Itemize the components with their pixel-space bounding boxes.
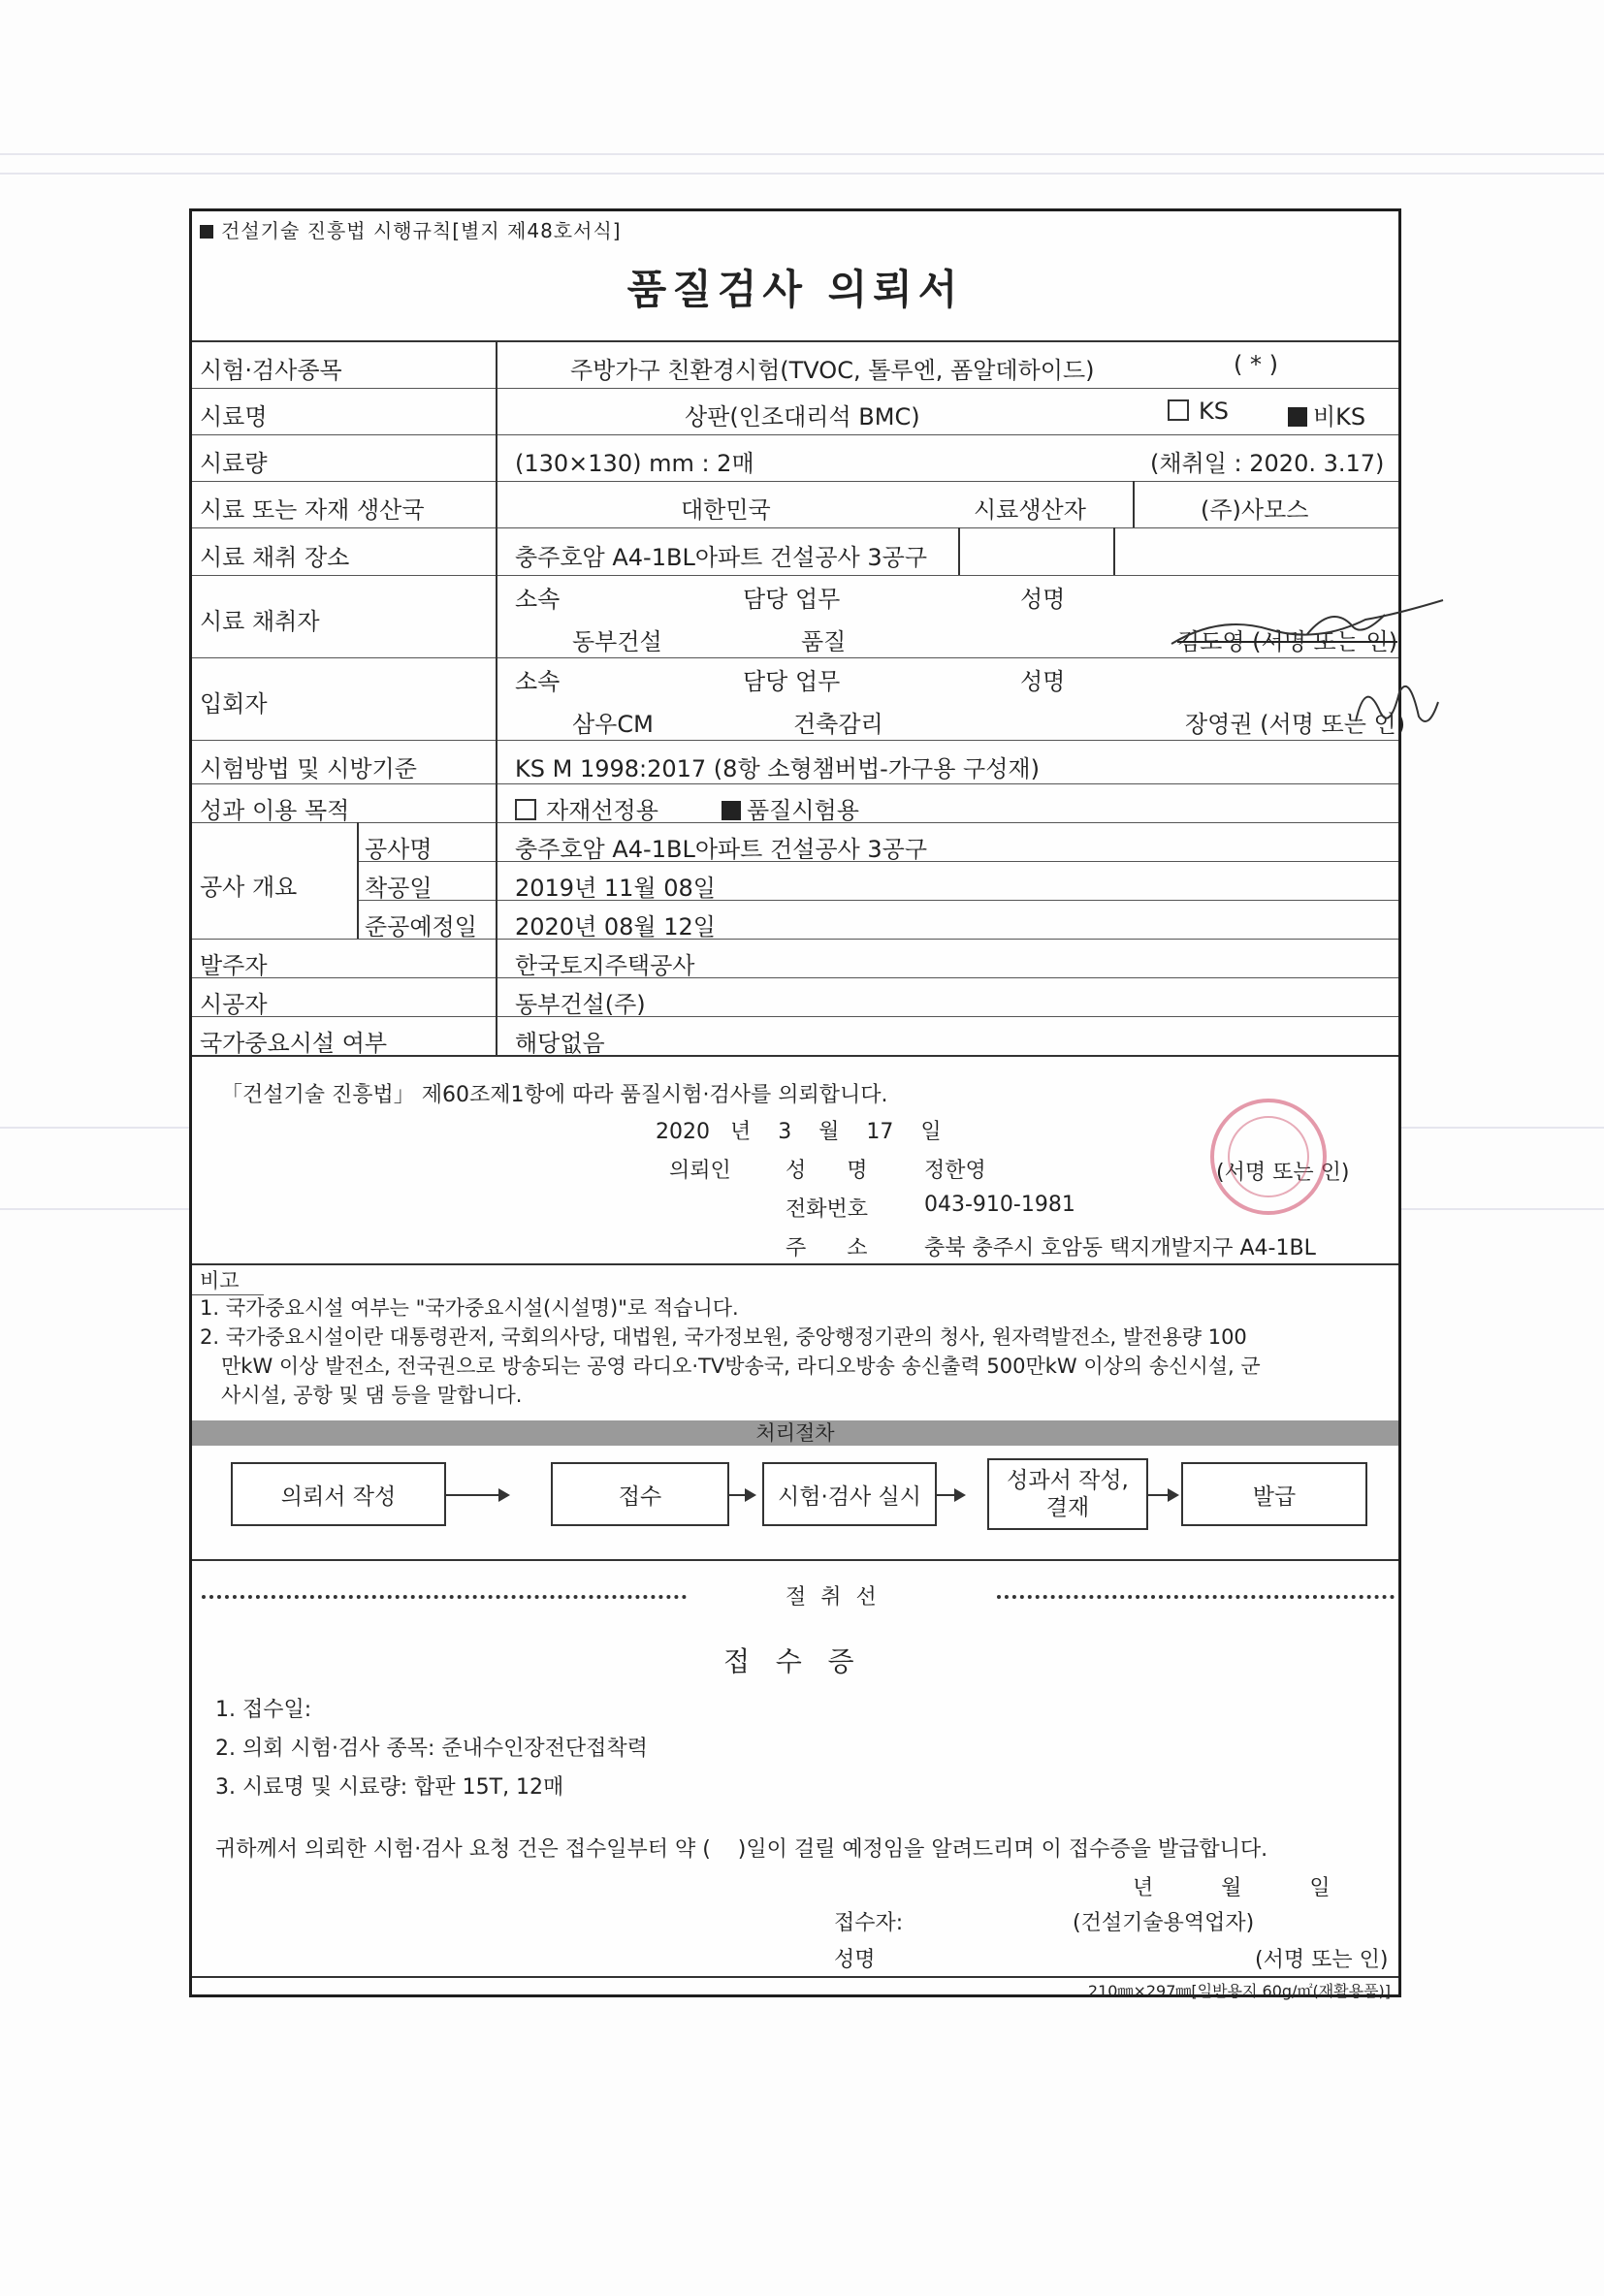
receipt-date-line: 년 월 일 [1133,1876,1331,1900]
sampler-name-label: 성명 [1020,586,1066,613]
sampler-name: 김도영 (서명 또는 인) [1177,628,1398,655]
arrow-right-icon [937,1494,964,1496]
sampler-duty: 품질 [801,628,847,655]
rule [357,822,359,939]
remarks-line-3: 만kW 이상 발전소, 전국권으로 방송되는 공영 라디오·TV방송국, 라디오방송 송신출력 500만kW 이상의 송신시설, 군 [221,1355,1261,1378]
address-value: 충북 충주시 호암동 택지개발지구 A4-1BL [924,1236,1316,1260]
rule [1133,481,1135,527]
rule [1113,527,1115,575]
sample-name-label: 시료명 [200,403,268,430]
requester-name-label: 성 명 [786,1159,868,1183]
witness-duty: 건축감리 [793,711,883,738]
witness-label: 입회자 [200,690,268,718]
purpose-option-selection[interactable]: 자재선정용 [515,791,658,825]
sampling-place-value: 충주호암 A4-1BL아파트 건설공사 3공구 [515,544,928,571]
witness-name-label: 성명 [1020,668,1066,695]
contractor-value: 동부건설(주) [515,991,646,1018]
test-method-label: 시험방법 및 시방기준 [200,755,417,782]
project-end: 2020년 08월 12일 [515,913,716,941]
sampler-duty-label: 담당 업무 [743,586,841,613]
form-standard-label: 건설기술 진흥법 시행규칙[별지 제48호서식] [200,215,622,243]
signature-scribble-icon [1346,673,1443,741]
checkbox-empty-icon [1168,399,1189,421]
producer-label: 시료생산자 [974,496,1086,524]
ks-option[interactable]: KS [1168,398,1229,425]
test-method-value: KS M 1998:2017 (8항 소형챔버법-가구용 구성재) [515,755,1040,782]
sampler-label: 시료 채취자 [200,608,320,635]
sampling-place-label: 시료 채취 장소 [200,544,350,571]
quality-inspection-request-form [189,208,1406,2000]
arrow-right-icon [1148,1494,1177,1496]
page-title: 품질검사 의뢰서 [626,266,964,313]
phone-label: 전화번호 [786,1197,869,1222]
remarks-line-4: 사시설, 공항 및 댐 등을 말합니다. [221,1384,523,1407]
receiver-label: 접수자: [834,1911,904,1935]
remarks-line-2: 2. 국가중요시설이란 대통령관저, 국회의사당, 대법원, 국가정보원, 중앙행정기관의 청사, 원자력발전소, 발전용량 100 [200,1325,1247,1349]
project-label: 공사 개요 [200,874,298,901]
requester-sign-label: (서명 또는 인) [1216,1161,1350,1185]
witness-name: 장영권 (서명 또는 인) [1185,711,1406,738]
rule [192,481,1398,482]
non-ks-option[interactable]: 비KS [1288,398,1365,431]
contractor-label: 시공자 [200,991,268,1018]
rule [192,977,1398,978]
client-value: 한국토지주택공사 [515,952,695,979]
cut-line-right [997,1595,1395,1603]
rule [192,388,1398,389]
test-type-label: 시험·검사종목 [200,357,342,384]
sampler-affiliation: 동부건설 [572,628,662,655]
checkbox-empty-icon [515,799,536,820]
rule [192,783,1398,784]
sample-qty-value: (130×130) mm : 2매 [515,450,754,477]
test-type-mark: ( * ) [1234,351,1278,378]
remarks-title: 비고 [200,1269,240,1292]
client-label: 발주자 [200,952,268,979]
national-facility-value: 해당없음 [515,1030,605,1057]
request-date: 2020 년 3 월 17 일 [656,1120,942,1144]
phone-value: 043-910-1981 [924,1193,1075,1217]
step-write-request: 의뢰서 작성 [231,1462,446,1526]
sample-name-value: 상판(인조대리석 BMC) [685,403,920,430]
witness-affiliation: 삼우CM [572,711,654,738]
step-issue: 발급 [1181,1462,1367,1526]
signature-scribble-icon [1162,595,1453,663]
arrow-right-icon [446,1494,508,1496]
cut-line-left [202,1595,687,1603]
scan-artifact [0,173,1604,175]
receipt-notice: 귀하께서 의뢰한 시험·검사 요청 건은 접수일부터 약 ( )일이 걸릴 예정임을 알려드리며 이 접수증을 발급합니다. [215,1837,1268,1862]
rule [192,1559,1398,1561]
witness-affiliation-label: 소속 [515,668,561,695]
national-facility-label: 국가중요시설 여부 [200,1030,388,1057]
requester-name: 정한영 [924,1159,986,1183]
cut-line-label: 절 취 선 [786,1585,881,1610]
sampling-date: (채취일 : 2020. 3.17) [1150,450,1385,477]
step-receipt: 접수 [551,1462,729,1526]
project-name: 충주호암 A4-1BL아파트 건설공사 3공구 [515,836,928,863]
receipt-sign-label: (서명 또는 인) [1255,1948,1389,1972]
rule [958,527,960,575]
receipt-item-1: 1. 접수일: [215,1698,312,1722]
project-start: 2019년 11월 08일 [515,875,716,902]
rule [357,900,1398,901]
receiver-org: (건설기술용역업자) [1073,1911,1255,1935]
scan-artifact [0,153,1604,155]
step-test-execution: 시험·검사 실시 [762,1462,937,1526]
origin-value: 대한민국 [681,496,771,524]
receipt-title: 접 수 증 [723,1645,854,1677]
receipt-name-label: 성명 [834,1948,876,1972]
witness-duty-label: 담당 업무 [743,668,841,695]
procedure-title: 처리절차 [192,1420,1398,1446]
rule [192,575,1398,576]
project-name-label: 공사명 [365,836,433,863]
checkbox-filled-icon [1288,407,1307,427]
step-report-approval: 성과서 작성, 결재 [987,1458,1148,1530]
project-start-label: 착공일 [365,875,433,902]
rule [192,1263,1398,1265]
rule [192,434,1398,435]
remarks-line-1: 1. 국가중요시설 여부는 "국가중요시설(시설명)"로 적습니다. [200,1296,739,1320]
square-bullet-icon [200,225,213,239]
requester-label: 의뢰인 [669,1159,731,1183]
rule [496,340,497,1055]
purpose-option-quality[interactable]: 품질시험용 [722,791,859,825]
rule [192,740,1398,741]
receipt-item-3: 3. 시료명 및 시료량: 합판 15T, 12매 [215,1775,564,1800]
arrow-right-icon [729,1494,754,1496]
test-type-value: 주방가구 친환경시험(TVOC, 톨루엔, 폼알데하이드) [570,357,1095,384]
address-label: 주 소 [786,1236,868,1260]
official-seal-stamp [1210,1099,1327,1215]
sample-qty-label: 시료량 [200,450,268,477]
sampler-affiliation-label: 소속 [515,586,561,613]
rule [192,340,1398,342]
paper-spec: 210㎜×297㎜[일반용지 60g/㎡(재활용품)] [1087,1982,1391,2000]
rule [192,527,1398,528]
producer-value: (주)사모스 [1201,496,1309,524]
rule [192,1016,1398,1017]
rule [192,1976,1398,1978]
purpose-label: 성과 이용 목적 [200,797,350,824]
receipt-item-2: 2. 의회 시험·검사 종목: 준내수인장전단접착력 [215,1737,648,1761]
checkbox-filled-icon [722,801,741,820]
project-end-label: 준공예정일 [365,913,477,941]
origin-label: 시료 또는 자재 생산국 [200,496,425,524]
request-statement: 「건설기술 진흥법」 제60조제1항에 따라 품질시험·검사를 의뢰합니다. [221,1083,888,1107]
